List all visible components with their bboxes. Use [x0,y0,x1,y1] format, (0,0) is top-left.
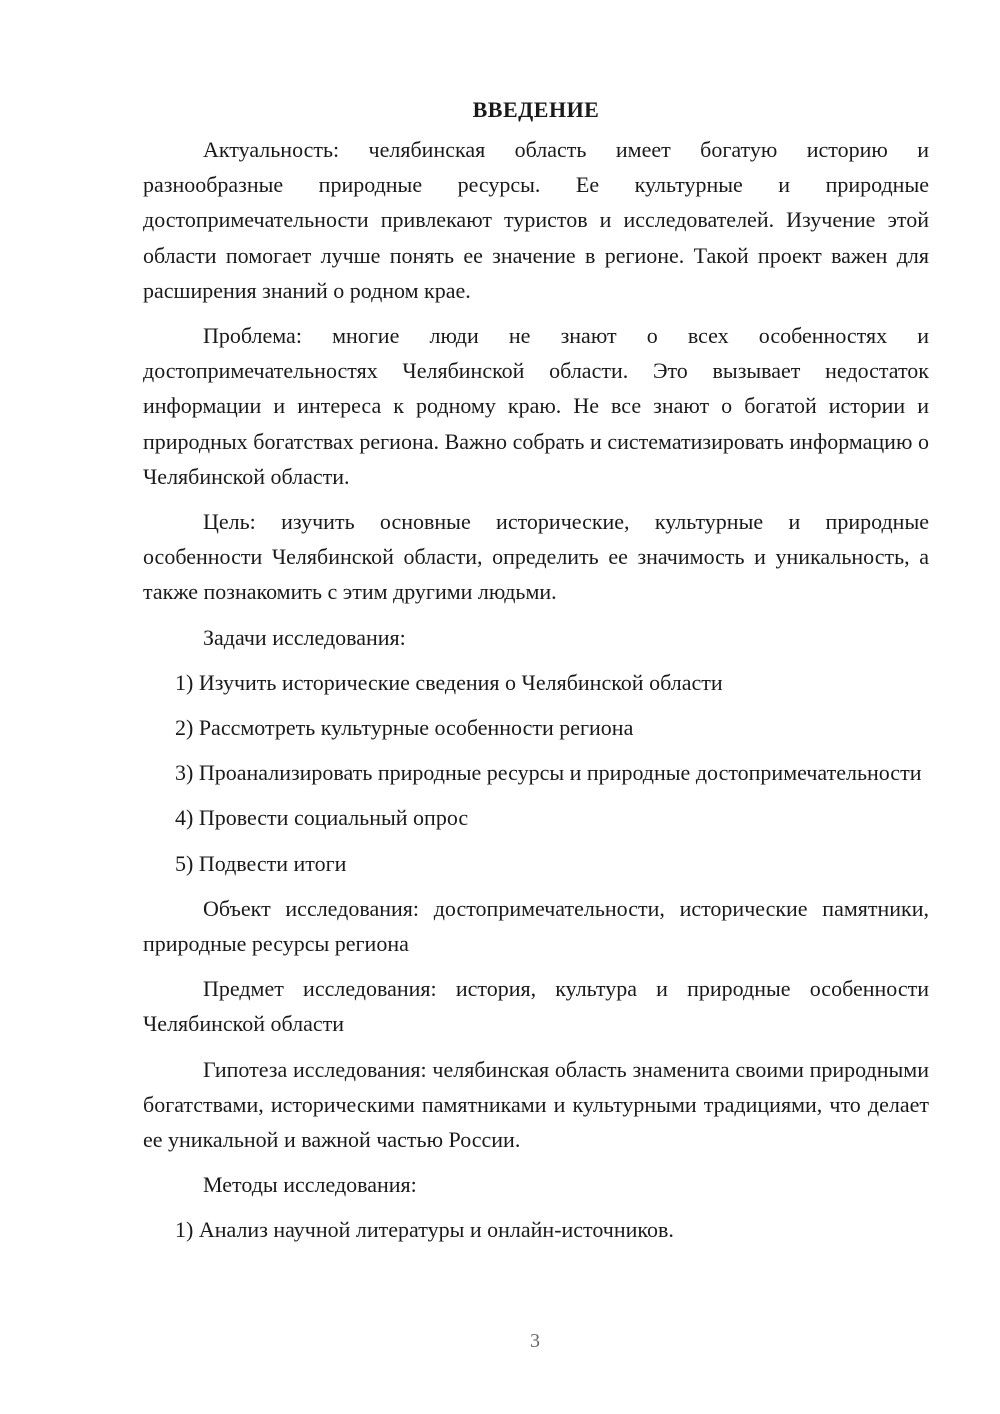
paragraph-subject: Предмет исследования: история, культура и природные особенности Челябинской области [143,976,929,1037]
page-number: 3 [530,1330,540,1352]
methods-title: Методы исследования: [203,1172,417,1198]
paragraph-hypothesis: Гипотеза исследования: челябинская область знаменита своими природными богатствами, историческими памятниками и культурными традициями, что делает ее уникальной и важной частью России. [143,1056,929,1153]
task-item-5: 5) Подвести итоги [175,850,347,876]
document-page [143,92,929,1258]
paragraph-object: Объект исследования: достопримечательности, исторические памятники, природные ресурсы региона [143,895,929,957]
task-item-3: 3) Проанализировать природные ресурсы и природные достопримечательности [175,760,922,786]
method-item-1: 1) Анализ научной литературы и онлайн-источников. [175,1217,674,1243]
paragraph-problem: Проблема: многие люди не знают о всех особенностях и достопримечательностях Челябинской области. Это вызывает недостаток информации и интереса к родному краю. Не все знают о богатой истории и природных богатствах региона. Важно собрать и систематизировать информацию о Челябинской области. [143,323,929,489]
page-title: ВВЕДЕНИЕ [472,97,600,122]
task-item-2: 2) Рассмотреть культурные особенности региона [175,715,634,741]
paragraph-relevance: Актуальность: челябинская область имеет богатую историю и разнообразные природные ресурсы. Ее культурные и природные достопримечательности привлекают туристов и исследователей. Изучение этой области помогает лучше понять ее значение в регионе. Такой проект важен для расширения знаний о родном крае. [143,137,929,303]
task-item-1: 1) Изучить исторические сведения о Челябинской области [175,669,723,695]
paragraph-goal: Цель: изучить основные исторические, культурные и природные особенности Челябинской области, определить ее значимость и уникальность, а также познакомить с этим другими людьми. [143,509,929,605]
tasks-title: Задачи исследования: [203,624,406,650]
task-item-4: 4) Провести социальный опрос [175,805,469,831]
